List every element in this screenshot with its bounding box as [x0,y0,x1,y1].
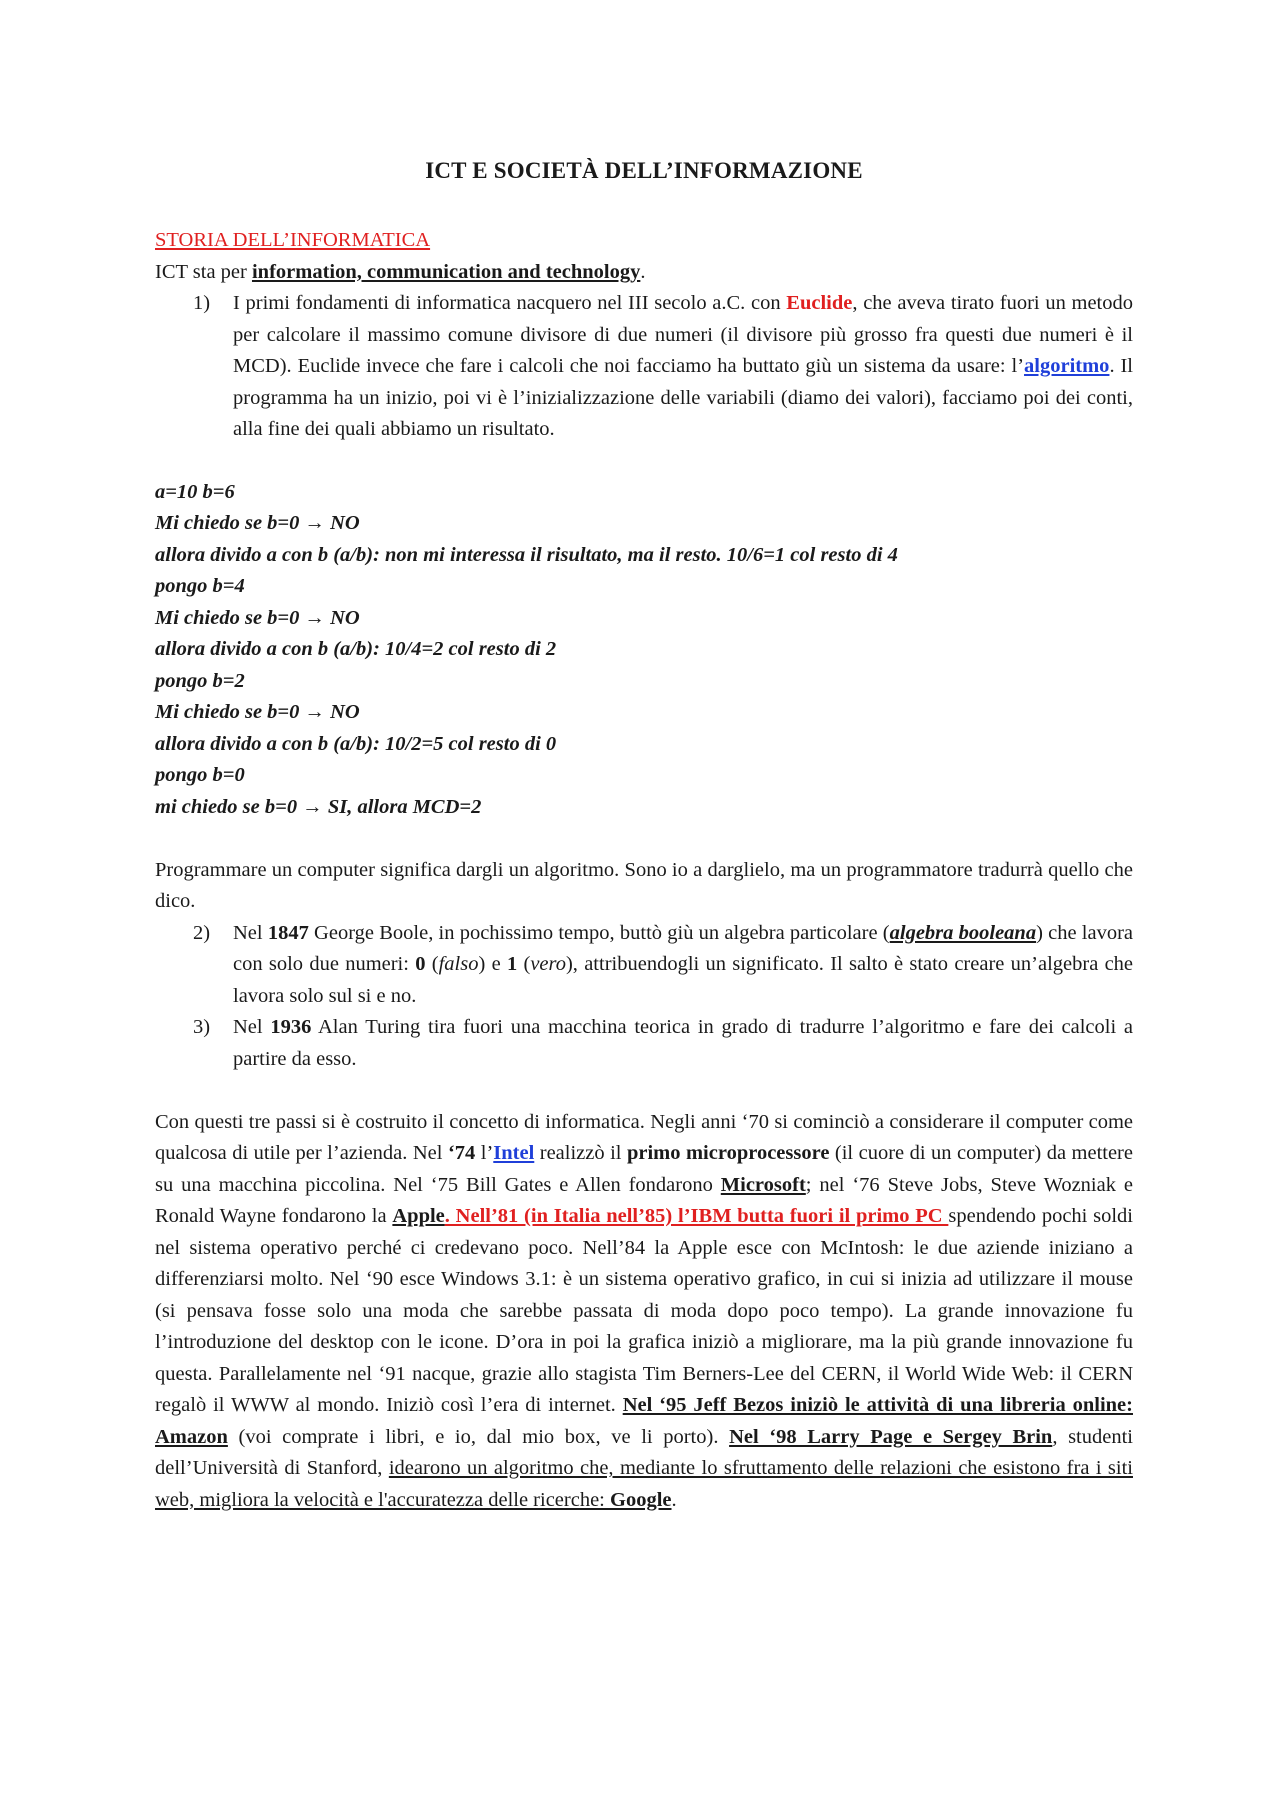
text-run: ), attribuendogli un significato. Il salto è stato creare un’algebra che lavora solo sul si e no. [233,953,1134,1007]
algorithm-line: allora divido a con b (a/b): 10/2=5 col resto di 0 [155,732,557,755]
text-run: . [640,260,646,283]
algorithm-line: pongo b=2 [155,669,245,692]
year-1936: 1936 [270,1016,312,1038]
text-run: ) e [478,953,507,975]
algorithm-line: pongo b=0 [155,764,245,786]
year-1847: 1847 [267,921,309,944]
intel-link[interactable]: Intel [493,1142,535,1164]
google-description: idearono un algoritmo che, mediante lo sfruttamento delle relazioni che esistono fra i siti web, migliora la velocità e l'accuratezza delle ricerche: [155,1457,1133,1511]
text-run: Nel [233,1016,271,1038]
text-run: (il cuore di un computer) da mettere su una macchina piccolina. Nel ‘75 Bill Gates e Allen fondarono [155,1142,1133,1196]
algorithm-line: Mi chiedo se b=0 → NO [155,701,360,723]
algorithm-line: allora divido a con b (a/b): 10/4=2 col resto di 2 [155,638,557,660]
text-run: (voi comprate i libri, e io, dal mio box, ve li porto). [227,1425,730,1448]
text-run: I primi fondamenti di informatica nacquero nel III secolo a.C. con [233,292,787,314]
algorithm-line: pongo b=4 [155,575,245,597]
spacer [155,1075,1133,1107]
vero-term: vero [530,953,566,975]
programming-paragraph: Programmare un computer significa dargli un algoritmo. Sono io a darglielo, ma un programmatore tradurrà quello che dico. [155,858,1133,912]
microprocessor-term: primo microprocessore [626,1142,830,1164]
text-run: realizzò il [534,1142,627,1164]
history-paragraph [155,1107,1133,1517]
text-run: Nel [233,921,268,944]
amazon-highlight: Nel ‘95 Jeff Bezos iniziò le attività di una libreria online: Amazon [155,1394,1133,1448]
page-brin-highlight: Nel ‘98 Larry Page e Sergey Brin [729,1425,1053,1448]
spacer [155,823,1133,855]
algorithm-line: a=10 b=6 [155,480,235,503]
value-one: 1 [506,953,518,975]
algorithm-line: Mi chiedo se b=0 → NO [155,606,360,629]
ibm-highlight: . Nell’81 (in Italia nell’85) l’IBM butta fuori il primo PC [444,1205,949,1227]
apple-term: Apple [392,1205,445,1227]
list-item-2 [155,918,1133,1013]
year-74: ‘74 [447,1142,476,1164]
intro-paragraph [155,257,1133,289]
algoritmo-link[interactable]: algoritmo [1024,355,1110,377]
document-content [155,153,1133,1516]
text-run: Con questi tre passi si è costruito il concetto di informatica. Negli anni ‘70 si cominciò a considerare il computer come qualcosa di utile per l’azienda. Nel [155,1110,1133,1164]
euclid-algorithm-steps [155,477,1133,824]
algebra-booleana-term: algebra booleana [889,921,1037,944]
text-run: Alan Turing tira fuori una macchina teorica in grado di tradurre l’algoritmo e fare dei calcoli a partire da esso. [233,1016,1133,1070]
euclide-highlight: Euclide [786,292,853,314]
section-heading [155,225,1133,257]
microsoft-term: Microsoft [720,1173,806,1196]
text-run: . [671,1488,677,1511]
text-run: ( [517,953,531,975]
list-item-3 [155,1012,1133,1075]
text-run: ) che lavora con solo due numeri: [233,921,1134,975]
page-title: ICT E SOCIETÀ DELL’INFORMAZIONE [425,158,863,183]
text-run: ICT sta per [155,260,252,283]
algorithm-line: Mi chiedo se b=0 → NO [155,512,360,534]
ict-term: information, communication and technology [251,260,641,283]
text-run: ( [425,953,439,975]
list-number: 2) [193,921,211,944]
list-item-1 [155,288,1133,446]
list-number: 1) [193,292,211,314]
list-number: 3) [193,1016,211,1038]
section-title: STORIA DELL’INFORMATICA [155,229,431,251]
value-zero: 0 [415,953,426,975]
text-run: , che aveva tirato fuori un metodo per calcolare il massimo comune divisore di due numeri (il divisore più grosso fra questi due numeri è il MCD). Euclide invece che fare i calcoli che noi facciamo ha buttato giù un sistema da usare: l’ [233,292,1133,377]
algorithm-line: mi chiedo se b=0 → SI, allora MCD=2 [155,795,482,818]
google-term: Google [610,1488,672,1511]
text-run: l’ [475,1142,494,1164]
text-run: ; nel ‘76 Steve Jobs, Steve Wozniak e Ronald Wayne fondarono la [155,1173,1133,1227]
falso-term: falso [438,953,479,975]
text-run: George Boole, in pochissimo tempo, buttò giù un algebra particolare ( [308,921,890,944]
text-run: , studenti dell’Università di Stanford, [155,1425,1133,1479]
algorithm-line: allora divido a con b (a/b): non mi interessa il risultato, ma il resto. 10/6=1 col resto di 4 [155,543,898,566]
text-run: . Il programma ha un inizio, poi vi è l’inizializzazione delle variabili (diamo dei valori), facciamo poi dei conti, alla fine dei quali abbiamo un risultato. [233,355,1134,440]
text-run: spendendo pochi soldi nel sistema operativo perché ci credevano poco. Nell’84 la Apple esce con McIntosh: le due aziende iniziano a differenziarsi molto. Nel ‘90 esce Windows 3.1: è un sistema operativo grafico, in cui si inizia ad utilizzare il mouse (si pensava fosse solo una moda che sarebbe passata di moda dopo poco tempo). La grande innovazione fu l’introduzione del desktop con le icone. D’ora in poi la grafica iniziò a migliorare, ma la più grande innovazione fu questa. Parallelamente nel ‘91 nacque, grazie allo stagista Tim Berners-Lee del CERN, il World Wide Web: il CERN regalò il WWW al mondo. Iniziò così l’era di internet. [155,1205,1133,1416]
